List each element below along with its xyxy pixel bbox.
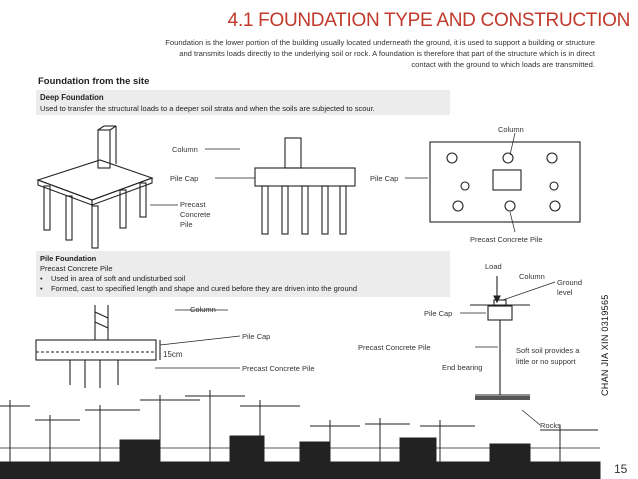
d5-soft-soil-label-2: little or no support — [516, 357, 576, 366]
d5-rocks-label: Rocks — [540, 421, 561, 430]
d1-precast-label-3: Pile — [180, 220, 193, 229]
pile-bullet-1 — [40, 274, 185, 283]
site-pile-cap-sketch — [36, 305, 160, 388]
d5-load-label: Load — [485, 262, 502, 271]
d4-pile-cap-label: Pile Cap — [242, 332, 271, 341]
intro-line-2: and transmits loads directly to the underlying soil or rock. A foundation is therefore that part of the structure which is in direct — [179, 49, 595, 58]
d5-precast-label: Precast Concrete Pile — [358, 343, 431, 352]
d1-column-label: Column — [172, 145, 198, 154]
d5-end-bearing-label: End bearing — [442, 363, 483, 372]
pile-bullet-2-text: Formed, cast to specified length and shape and cured before they are driven into the ground — [50, 284, 357, 293]
page-number: 15 — [614, 462, 628, 476]
bullet-dot: • — [40, 284, 51, 293]
section-heading: Foundation from the site — [38, 76, 150, 87]
d5-ground-label-2: level — [557, 288, 573, 297]
pile-cap-section-drawing — [255, 138, 355, 234]
pile-cap-plan-drawing — [430, 142, 580, 222]
d2-pile-cap-label: Pile Cap — [370, 174, 399, 183]
rock-hatch — [475, 396, 530, 400]
pile-bullet-1-text: Used in area of soft and undisturbed soil — [50, 274, 186, 283]
deep-foundation-title: Deep Foundation — [40, 93, 104, 102]
d4-dimension-label: 15cm — [163, 350, 183, 359]
page-title: 4.1 FOUNDATION TYPE AND CONSTRUCTION — [227, 10, 630, 31]
pile-foundation-box — [36, 251, 450, 297]
d1-precast-label-1: Precast — [180, 200, 206, 209]
d1-precast-label-2: Concrete — [180, 210, 211, 219]
intro-line-3: contact with the ground to which loads are transmitted. — [411, 60, 595, 69]
d4-column-label: Column — [190, 305, 216, 314]
d5-ground-label-1: Ground — [557, 278, 583, 287]
side-author-text: CHAN JIA XIN 0319565 — [600, 294, 610, 396]
intro-line-1: Foundation is the lower portion of the building usually located underneath the ground, it is used to support a building or structure — [165, 38, 595, 47]
bullet-dot: • — [40, 274, 51, 283]
d3-precast-label: Precast Concrete Pile — [470, 235, 543, 244]
d5-soft-soil-label-1: Soft soil provides a — [516, 346, 580, 355]
pile-foundation-subtitle: Precast Concrete Pile — [40, 264, 113, 273]
pile-foundation-title: Pile Foundation — [40, 254, 97, 263]
d3-column-label: Column — [498, 125, 524, 134]
d5-pile-cap-label: Pile Cap — [424, 309, 453, 318]
pile-bullet-2 — [40, 284, 357, 293]
construction-skyline — [0, 390, 600, 479]
d4-precast-label: Precast Concrete Pile — [242, 364, 315, 373]
d1-pile-cap-label: Pile Cap — [170, 174, 199, 183]
deep-foundation-text: Used to transfer the structural loads to a deeper soil strata and when the soils are subjected to scour. — [40, 104, 375, 113]
d5-column-label: Column — [519, 272, 545, 281]
pile-cap-3d-drawing — [38, 126, 152, 248]
